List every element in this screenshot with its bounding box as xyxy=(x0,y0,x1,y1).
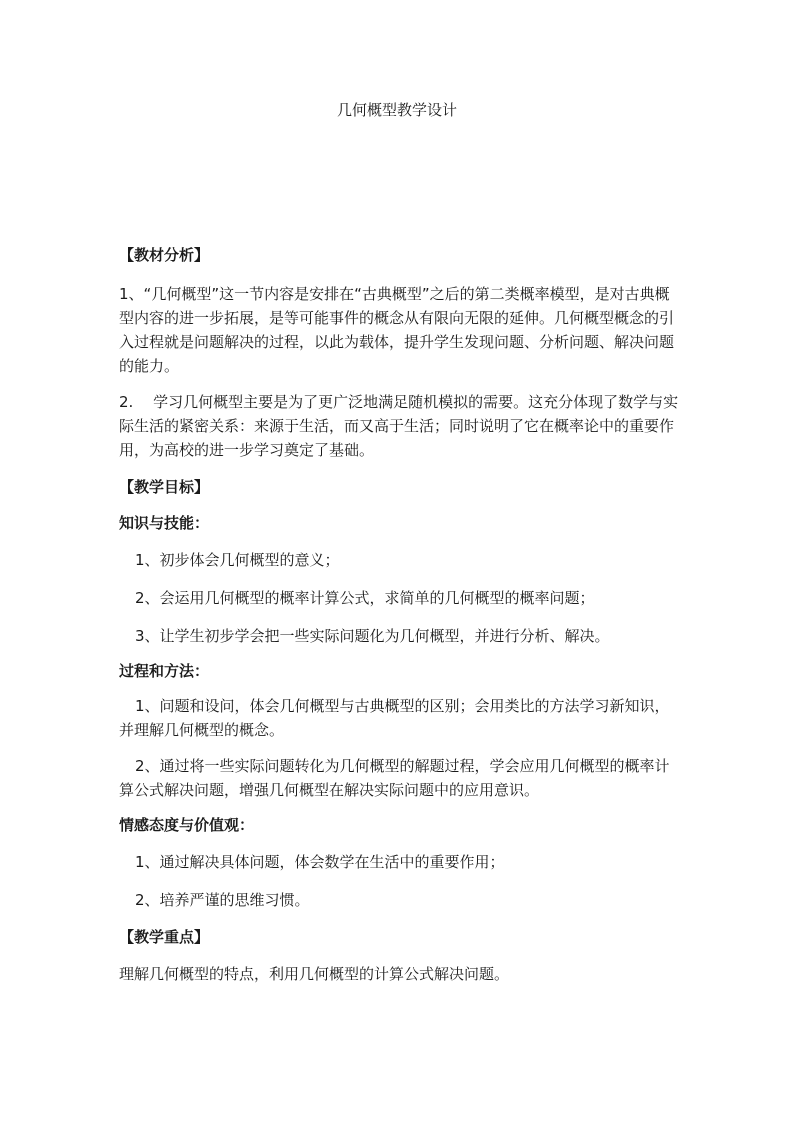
process-item-1: 1、问题和设问，体会几何概型与古典概型的区别；会用类比的方法学习新知识，并理解几何概型的概念。 xyxy=(119,697,670,739)
emotion-item-1: 1、通过解决具体问题，体会数学在生活中的重要作用； xyxy=(135,853,505,871)
process-item-2: 2、通过将一些实际问题转化为几何概型的解题过程，学会应用几何概型的概率计算公式解决问题，增强几何概型在解决实际问题中的应用意识。 xyxy=(119,757,670,799)
subheading-emotion: 情感态度与价值观： xyxy=(119,816,255,834)
key-point-text: 理解几何概型的特点，利用几何概型的计算公式解决问题。 xyxy=(119,965,510,983)
section-heading-analysis: 【教材分析】 xyxy=(119,246,210,264)
knowledge-item-3: 3、让学生初步学会把一些实际问题化为几何概型，并进行分析、解决。 xyxy=(135,627,610,645)
subheading-knowledge: 知识与技能： xyxy=(119,514,210,532)
analysis-paragraph-1: 1、“几何概型”这一节内容是安排在“古典概型”之后的第二类概率模型，是对古典概型内容的进一步拓展，是等可能事件的概念从有限向无限的延伸。几何概型概念的引入过程就是问题解决的过程，以此为载体，提升学生发现问题、分析问题、解决问题的能力。 xyxy=(119,285,675,375)
document-body xyxy=(119,244,679,986)
subheading-process: 过程和方法： xyxy=(119,662,210,680)
knowledge-item-1: 1、初步体会几何概型的意义； xyxy=(135,551,340,569)
analysis-paragraph-2: 2. 学习几何概型主要是为了更广泛地满足随机模拟的需要。这充分体现了数学与实际生活的紧密关系：来源于生活，而又高于生活；同时说明了它在概率论中的重要作用，为高校的进一步学习奠定了基础。 xyxy=(119,393,679,459)
document-title: 几何概型教学设计 xyxy=(336,101,457,119)
knowledge-item-2: 2、会运用几何概型的概率计算公式，求简单的几何概型的概率问题； xyxy=(135,589,595,607)
emotion-item-2: 2、培养严谨的思维习惯。 xyxy=(135,891,310,909)
section-heading-goals: 【教学目标】 xyxy=(119,478,210,496)
section-heading-key: 【教学重点】 xyxy=(119,928,210,946)
